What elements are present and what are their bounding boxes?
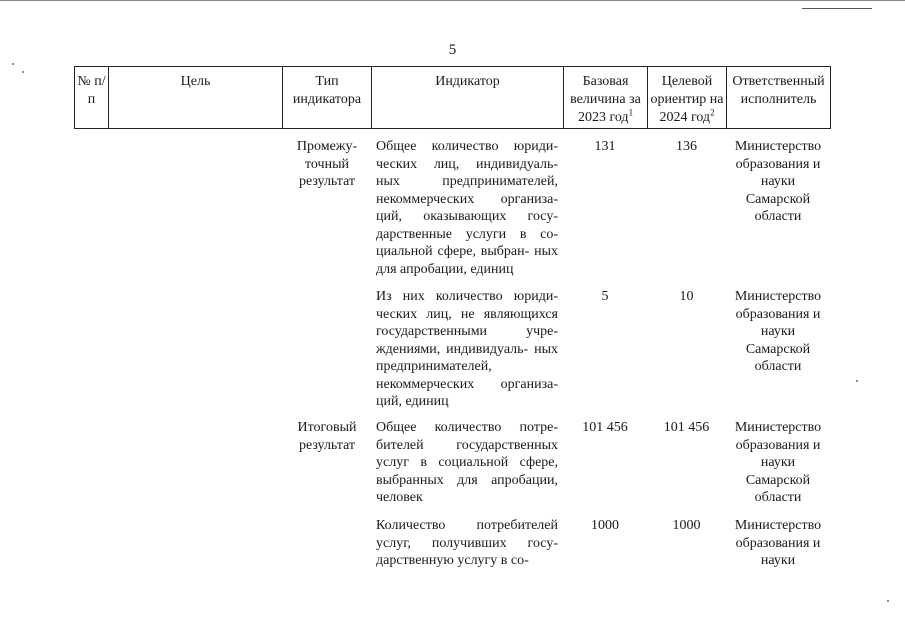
scan-speck <box>22 71 24 73</box>
header-target-value: Целевой ориентир на 2024 год$^2$ <box>647 67 726 128</box>
header-goal: Цель <box>108 67 282 128</box>
row-responsible: Министерство образования и науки Самарской области <box>734 420 822 505</box>
row-base-value: 5 <box>601 289 609 304</box>
row-target-value: 10 <box>679 289 694 304</box>
row-type: Итоговый результат <box>297 420 357 453</box>
row-target-value: 136 <box>676 139 697 154</box>
row-indicator: Общее количество потре- бителей государственных услуг в социальной сфере, выбранных для апробации, человек <box>376 420 558 505</box>
row-responsible: Министерство образования и науки Самарской области <box>734 139 822 224</box>
row-base-value: 131 <box>594 139 616 154</box>
row-indicator: Количество потребителей услуг, получивших госу- дарственную услугу в со- <box>376 518 558 568</box>
scan-speck <box>887 600 889 602</box>
row-responsible: Министерство образования и науки <box>734 518 822 568</box>
header-type: Тип индикатора <box>282 67 371 128</box>
header-number: № п/п <box>74 67 108 128</box>
header-indicator: Индикатор <box>371 67 563 128</box>
row-target-value: 101 456 <box>663 420 710 435</box>
scan-speck <box>856 380 858 382</box>
row-indicator: Общее количество юриди- ческих лиц, индивидуаль- ных предпринимателей, некоммерческих организа- ций, оказывающих госу- дарственные услуги в со- циальной сфере, выбран- ных для апробации, единиц <box>376 139 558 277</box>
row-target-value: 1000 <box>672 518 701 533</box>
row-base-value: 1000 <box>591 518 619 533</box>
row-indicator: Из них количество юриди- ческих лиц, не являющихся государственными учре- ждениями, индивидуаль- ных предпринимателей, некоммерческих организа- ций, единиц <box>376 289 558 409</box>
table-header <box>74 66 831 129</box>
row-responsible: Министерство образования и науки Самарской области <box>734 289 822 374</box>
header-base-value: Базовая величина за 2023 год$^1$ <box>563 67 647 128</box>
row-type: Промежу- точный результат <box>296 139 358 189</box>
row-base-value: 101 456 <box>582 420 628 435</box>
scan-mark <box>802 8 872 9</box>
scan-speck <box>12 63 14 65</box>
page-number: 5 <box>448 42 457 58</box>
page-top-edge <box>0 0 905 1</box>
header-responsible: Ответственный исполнитель <box>726 67 831 128</box>
